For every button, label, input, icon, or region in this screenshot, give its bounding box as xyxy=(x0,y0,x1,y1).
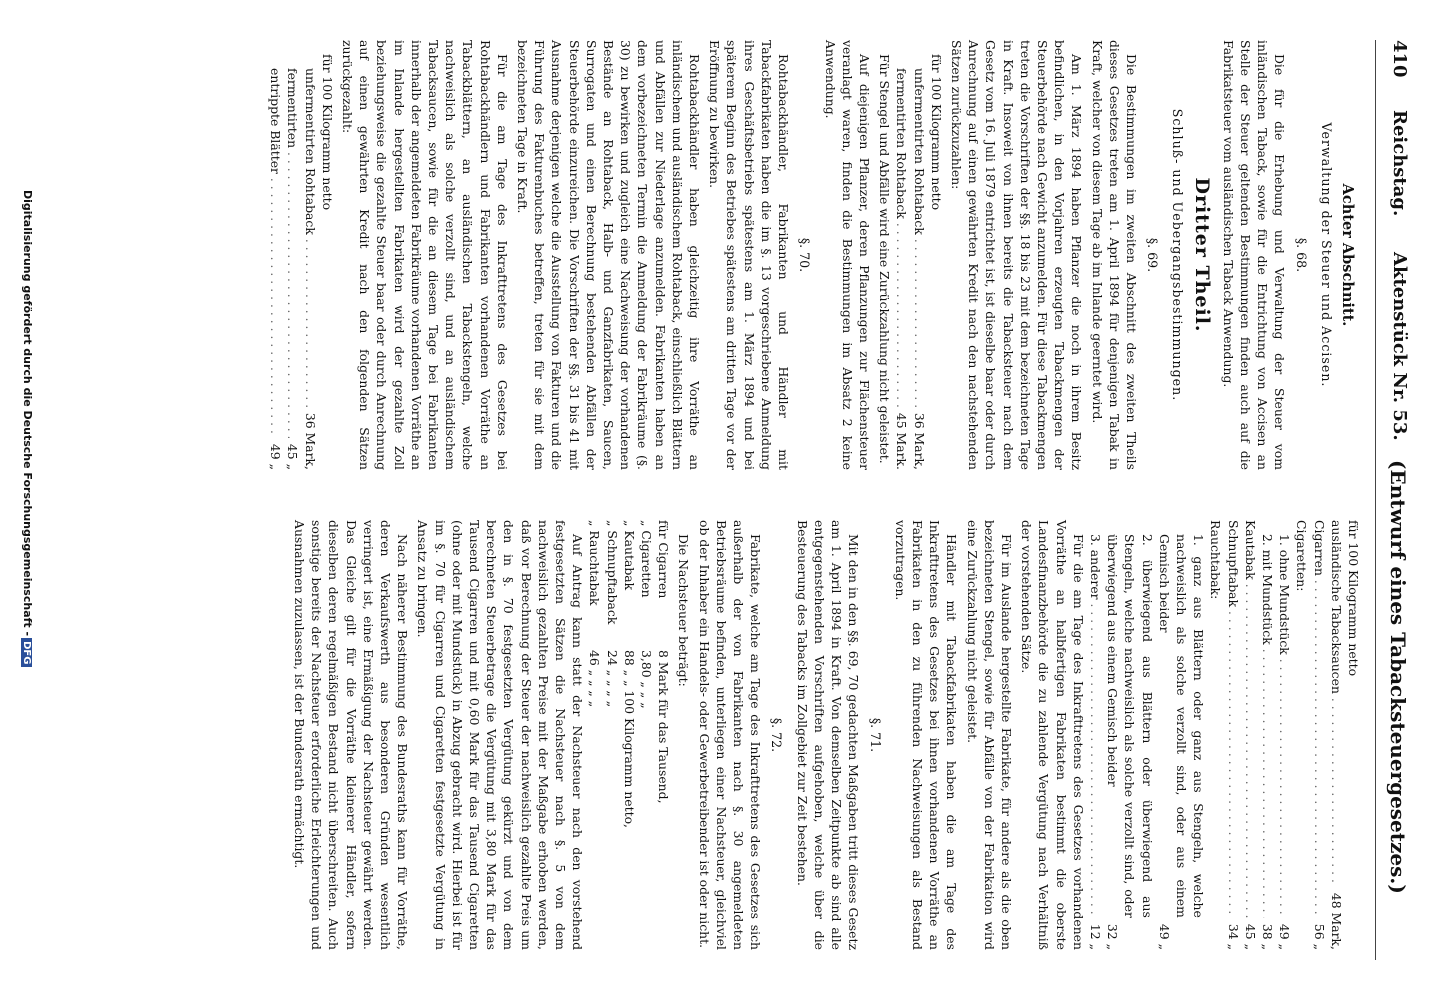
section-72-text-1: Fabrikate, welche am Tage des Inkrafttretens des Gesetzes sich außerhalb der von Fabrikanten nach §. 30 angemeldeten Betriebsräume befinden, unterliegen einer Nachsteuer, gleichviel ob der Inhaber ein Handels- oder Gewerbetreibender ist oder nicht. xyxy=(696,520,764,950)
credit-text: Digitalisierung gefördert durch die Deutsche Forschungsgemeinschaft - xyxy=(21,190,34,637)
tax-label: „ Cigaretten xyxy=(639,520,655,598)
rate-value: 36 Mark, xyxy=(911,412,927,470)
rate-value: 45 Mark. xyxy=(894,412,910,470)
rate-value: 12 „ xyxy=(1087,923,1103,950)
rate-label: fermentirten . . . xyxy=(284,68,301,438)
section-69-text-1: Die Bestimmungen im zweiten Abschnitt des zweiten Theils dieses Gesetzes treten am 1. April 1894 für denjenigen Tabak in Kraft, welcher von diesem Tage ab im Inlande geerntet wird. xyxy=(1089,40,1139,470)
rate-label: unfermentirten Rohtaback . . . xyxy=(910,68,927,407)
rate-row xyxy=(267,40,284,470)
tax-label: „ Rauchtabak xyxy=(587,520,603,606)
rate-row xyxy=(1104,520,1156,950)
tax-row xyxy=(603,520,620,950)
section-68-heading: §. 68. xyxy=(1293,237,1309,273)
rates-70-intro: für 100 Kilogramm netto xyxy=(319,54,335,211)
section-70-text-3: Für die am Tage des Inkrafttretens des Gesetzes bei Rohtabackhändlern und Fabrikanten vorhandenen Vorräthe an Tabackblättern, an ausländischen Tabackstengeln, welche nachweislich als solche verzollt sind, und an ausländischem Tabacksaucen, sowie für die an diesem Tage bei Fabrikanten innerhalb der angemeldeten Fabrikräume vorhandenen Vorräthe an im Inlande hergestellten Fabrikaten wird der gezahlte Zoll beziehungsweise die gezahlte Steuer baar oder durch Anrechnung auf einen gewährten Kredit nach den folgenden Sätzen zurückgezahlt: xyxy=(340,40,510,470)
rate-row xyxy=(1310,520,1327,950)
rate-row xyxy=(1242,520,1259,950)
rate-row xyxy=(1328,520,1345,950)
rate-value: 34 „ xyxy=(1225,923,1241,950)
rate-label: ausländische Tabacksaucen . . . xyxy=(1328,520,1345,887)
header-title: (Entwurf eines Tabacksteuergesetzes.) xyxy=(1386,460,1410,894)
header-rule xyxy=(1375,40,1376,960)
rate-row xyxy=(893,40,910,470)
rate-value: 49 „ xyxy=(1277,923,1293,950)
section-71-text: Mit den in den §§. 69, 70 gedachten Maßgaben tritt dieses Gesetz am 1. April 1894 in Kraft. Von demselben Zeitpunkte ab sind alle entgegenstehenden Vorschriften aufgehoben, welche über die Besteuerung des Tabacks im Zollgebiet zur Zeit bestehen. xyxy=(794,520,862,950)
section-69-text-3: Für Stengel und Abfälle wird eine Zurückzahlung nicht geleistet. xyxy=(877,54,893,464)
tax-label: „ Schnupftaback xyxy=(604,520,620,625)
rate-label: Schnupftabak . . . xyxy=(1224,520,1241,918)
rate-label: entrippte Blätter . . . xyxy=(267,68,284,438)
rate-label: Cigarren . . . xyxy=(1310,520,1327,918)
tax-value: 24 „ „ „ „ xyxy=(604,650,620,708)
page-header xyxy=(1380,40,1410,960)
teil-subtitle: Schluß- und Uebergangsbestimmungen. xyxy=(1170,108,1186,402)
rate-row xyxy=(1276,520,1293,950)
section-70-text-6: Händler mit Tabackfabrikaten haben die am Tage des Inkrafttretens des Gesetzes bei ihnen vorhandenen Vorräthe an Fabrikaten in den zu führenden Nachweisungen als Bestand vorzutragen. xyxy=(892,520,960,950)
section-69-text-4: Auf diejenigen Pflanzer, deren Pflanzungen zur Flächensteuer veranlagt waren, finden die Bestimmungen im Absatz 2 keine Anwendung. xyxy=(822,40,872,470)
section-70-text-2: Rohtabackhändler haben gleichzeitig ihre Vorräthe an inländischem und ausländischem Rohtaback, einschließlich Blättern und Abfällen zur Niederlage anzumelden. Fabrikanten haben an dem vorbezeichneten Termin die Anmeldung der Fabrikräume (§. 30) zu bewirken und zugleich eine Nachweisung der vorhandenen Bestände an Rohtaback, Halb- und Ganzfabrikaten, Saucen, Surrogaten und einen Berechnung bestehenden Abfällen der Steuerbehörde einzureichen. Die Vorschriften der §§. 31 bis 41 mit Ausnahme derjenigen welche die Ausstellung von Fakturen und die Führung des Fakturenbuches betreffen, treten für sie mit dem bezeichneten Tage in Kraft. xyxy=(515,40,703,470)
tax-value: 3,80 „ „ „ xyxy=(639,650,655,709)
rate-value: 49 „ xyxy=(1156,923,1172,950)
tax-row xyxy=(655,520,672,950)
rate-value: 36 Mark, xyxy=(302,412,318,470)
rate-row xyxy=(910,40,927,470)
rate-label: Kautabak . . . xyxy=(1242,520,1259,918)
rate-row xyxy=(301,40,318,470)
section-69-text-2: Am 1. März 1894 haben Pflanzer die noch in ihrem Besitz befindlichen, in den Vorjahren erzeugten Tabackmengen der Steuerbehörde nach Gewicht anzumelden. Für diese Tabackmengen treten die Vorschriften der §§. 18 bis 23 mit dem bezeichneten Tage in Kraft. Insoweit von ihnen bereits die Tabacksteuer nach dem Gesetz vom 16. Juli 1879 entrichtet ist, ist dieselbe baar oder durch Anrechnung auf einen gewährten Kredit nach den nachstehenden Sätzen zurückzuzahlen: xyxy=(948,40,1085,470)
rate-label: 1. ohne Mundstück . . . xyxy=(1276,534,1293,918)
rate-label: 1. ganz aus Blättern oder ganz aus Stengeln, welche nachweislich als solche verzollt sind, oder aus einem Gemisch beider xyxy=(1156,534,1207,918)
rate-label: 2. überwiegend aus Blättern oder überwiegend aus Stengeln, welche nachweislich als solche verzollt sind, oder überwiegend aus einem Gemisch beider xyxy=(1105,534,1155,918)
dfg-logo: DFG xyxy=(21,638,32,667)
section-72-text-4: Nach näherer Bestimmung des Bundesraths kann für Vorräthe, deren Verkaufswerth aus besonderen Gründen wesentlich verringert ist, eine Ermäßigung der Nachsteuer gewährt werden. Das Gleiche gilt für die Vorräthe kleinerer Händler, sofern dieselben deren regelmäßigen Bestand nicht überschreiten. Auch sonstige bereits der Nachsteuer erforderliche Erleichterungen und Ausnahmen zuzulassen, ist der Bundesrath ermächtigt. xyxy=(292,520,411,950)
tax-row xyxy=(621,520,638,950)
rate-row xyxy=(1224,520,1241,950)
tax-value: 8 Mark für das Tausend, xyxy=(656,650,672,804)
rate-value: 38 „ xyxy=(1259,923,1275,950)
section-72-text-2: Die Nachsteuer beträgt: xyxy=(676,534,692,687)
tax-value: 46 „ „ „ „ xyxy=(587,650,603,708)
rate-value: 48 Mark, xyxy=(1328,892,1344,950)
header-parliament: Reichstag. xyxy=(1389,110,1410,217)
rate-group-label: Rauchtabak: xyxy=(1208,520,1224,600)
rate-group-label: Cigaretten: xyxy=(1294,520,1310,592)
tax-value: 88 „ „ 100 Kilogramm netto, xyxy=(621,650,637,829)
rate-row xyxy=(1087,520,1104,950)
rate-row xyxy=(1259,520,1276,950)
rate-label: 2. mit Mundstück . . . xyxy=(1259,534,1276,918)
rate-row xyxy=(1156,520,1208,950)
rate-label: unfermentirten Rohtaback . . . xyxy=(301,68,318,407)
rate-value: 32 „ xyxy=(1105,923,1121,950)
abschnitt-subtitle: Verwaltung der Steuer und Accisen. xyxy=(1318,122,1334,388)
section-71-heading: §. 71. xyxy=(867,717,883,753)
section-70-heading: §. 70. xyxy=(797,237,813,273)
rates-intro: für 100 Kilogramm netto xyxy=(1346,520,1361,677)
section-70-text-1: Rohtabackhändler, Fabrikanten und Händler mit Tabackfabrikaten haben die im §. 13 vorgeschriebene Anmeldung ihres Geschäftsbetriebs spätestens am 1. März 1894 und bei späterem Beginn des Betriebes spätestens am dritten Tage vor der Eröffnung zu bewirken. xyxy=(707,40,792,470)
section-72-text-3: Auf Antrag kann statt der Nachsteuer nach den vorstehend festgesetzten Sätzen die Nachsteuer nach §. 5 von dem nachweislich gezahlten Preise mit der Maßgabe erhoben werden, daß vor Berechnung der Steuer der nachweislich gezahlte Preis um den in §. 70 festgesetzten Vergütung gekürzt und von dem berechneten Steuerbetrage die Vergütung mit 3,80 Mark für das Tausend Cigarren und mit 0,60 Mark für das Tausend Cigaretten (ohne oder mit Mundstück) in Abzug gebracht wird. Hierbei ist für im §. 70 für Cigarren und Cigaretten festgesetzte Vergütung in Ansatz zu bringen. xyxy=(415,520,586,950)
section-68-text: Die für die Erhebung und Verwaltung der Steuer vom inländischen Taback, sowie für die Entrichtung von Accisen an Stelle der Steuer geltenden Bestimmungen finden auch auf die Fabrikatsteuer vom ausländischen Taback Anwendung. xyxy=(1220,40,1288,470)
abschnitt-title: Achter Abschnitt. xyxy=(1339,183,1356,327)
right-column xyxy=(288,520,1362,950)
digitization-credit xyxy=(21,190,34,890)
page-number: 410 xyxy=(1389,40,1410,78)
tax-label: „ Kautabak xyxy=(621,520,637,591)
section-70-text-5: Für im Auslande hergestellte Fabrikate, für andere als die oben bezeichneten Stengel, sowie für Abfälle von der Fabrikation wird eine Zurückzahlung nicht geleistet. xyxy=(964,520,1014,950)
section-70-text-4: Für die am Tage des Inkrafttretens des Gesetzes vorhandenen Vorräthe an halbfertigen Fabrikaten bestimmt die oberste Landesfinanzbehörde die zu zahlende Vergütung nach Verhältniß der vorstehenden Sätze. xyxy=(1019,520,1086,950)
left-column xyxy=(267,40,1362,470)
rate-value: 49 „ xyxy=(268,443,284,470)
section-69-heading: §. 69. xyxy=(1145,237,1161,273)
rates-69-intro: für 100 Kilogramm netto xyxy=(928,54,944,211)
header-document: Aktenstück Nr. 53. xyxy=(1389,252,1410,441)
rate-value: 45 „ xyxy=(1242,923,1258,950)
tax-label: für Cigarren xyxy=(656,520,672,599)
section-72-heading: §. 72. xyxy=(769,717,785,753)
rate-value: 45 „ xyxy=(285,443,301,470)
rate-row xyxy=(284,40,301,470)
teil-title: Dritter Theil. xyxy=(1190,177,1213,333)
rate-value: 56 „ xyxy=(1311,923,1327,950)
tax-row xyxy=(638,520,655,950)
rate-label: 3. anderer . . . xyxy=(1087,534,1104,918)
tax-row xyxy=(586,520,603,950)
rate-label: fermentirten Rohtaback . . . xyxy=(893,68,910,407)
